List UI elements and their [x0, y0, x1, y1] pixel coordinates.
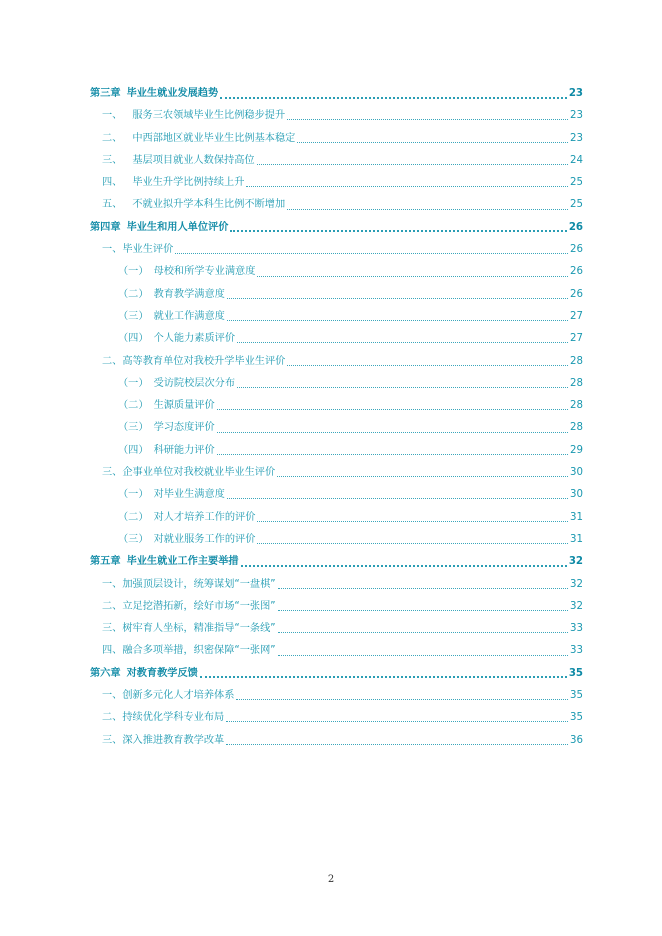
- toc-entry-title: 毕业生评价: [122, 244, 174, 256]
- dot-leader: [257, 275, 568, 277]
- toc-entry-number: （四）: [118, 333, 149, 345]
- toc-entry-number: 第六章: [90, 667, 121, 679]
- dot-leader: [217, 431, 568, 433]
- toc-entry-page: 26: [570, 244, 583, 256]
- toc-entry-page: 28: [570, 400, 583, 412]
- toc-entry-title: 毕业生就业发展趋势: [126, 88, 219, 99]
- toc-entry-title: 受访院校层次分布: [153, 377, 236, 389]
- toc-entry-title: 不就业拟升学本科生比例不断增加: [132, 199, 286, 211]
- toc-entry[interactable]: [90, 261, 583, 283]
- toc-entry[interactable]: [90, 373, 583, 395]
- toc-entry-number: 三、: [102, 154, 123, 166]
- toc-entry-number: 一、: [102, 578, 123, 590]
- dot-leader: [220, 96, 567, 99]
- dot-leader: [200, 675, 567, 678]
- toc-entry-page: 29: [570, 444, 583, 456]
- dot-leader: [277, 475, 568, 477]
- toc-entry-number: 一、: [102, 244, 123, 256]
- toc-entry-page: 32: [570, 578, 583, 590]
- dot-leader: [287, 364, 568, 366]
- toc-entry-title: 学习态度评价: [153, 422, 215, 434]
- toc-entry-number: 三、: [102, 734, 123, 746]
- toc-entry-page: 27: [570, 333, 583, 345]
- toc-entry[interactable]: [90, 328, 583, 350]
- dot-leader: [297, 141, 568, 143]
- dot-leader: [175, 252, 568, 254]
- toc-entry[interactable]: [90, 351, 583, 373]
- toc-entry-page: 35: [570, 690, 583, 702]
- toc-chapter-entry[interactable]: [90, 83, 583, 105]
- toc-entry[interactable]: [90, 150, 583, 172]
- toc-entry-number: 三、: [102, 467, 123, 479]
- toc-entry-number: 二、: [102, 355, 123, 367]
- page-number: 2: [327, 874, 335, 885]
- toc-entry[interactable]: [90, 417, 583, 439]
- toc-entry-number: （一）: [118, 377, 149, 389]
- toc-entry-title: 高等教育单位对我校升学毕业生评价: [122, 355, 286, 367]
- toc-entry-title: 个人能力素质评价: [153, 333, 236, 345]
- toc-entry-title: 对就业服务工作的评价: [153, 533, 256, 545]
- toc-entry-page: 26: [570, 288, 583, 300]
- toc-entry[interactable]: [90, 105, 583, 127]
- toc-entry[interactable]: [90, 284, 583, 306]
- toc-entry-number: （四）: [118, 444, 149, 456]
- toc-entry-page: 25: [570, 199, 583, 211]
- table-of-contents: [90, 83, 583, 752]
- toc-entry-title: 服务三农领域毕业生比例稳步提升: [132, 110, 286, 122]
- toc-chapter-entry[interactable]: [90, 663, 583, 685]
- toc-entry-title: 毕业生就业工作主要举措: [126, 556, 239, 568]
- toc-entry-title: 对人才培养工作的评价: [153, 511, 256, 523]
- toc-entry-number: （一）: [118, 489, 149, 501]
- toc-entry-number: （二）: [118, 400, 149, 412]
- toc-entry[interactable]: [90, 306, 583, 328]
- toc-entry-title: 深入推进教育教学改革: [122, 734, 225, 746]
- toc-entry[interactable]: [90, 395, 583, 417]
- dot-leader: [278, 631, 568, 633]
- toc-entry-number: （一）: [118, 266, 149, 278]
- toc-entry-number: （三）: [118, 422, 149, 434]
- toc-entry-number: 二、: [102, 712, 123, 724]
- dot-leader: [257, 542, 568, 544]
- toc-entry-number: 一、: [102, 690, 123, 702]
- toc-entry-number: 第三章: [90, 88, 121, 99]
- toc-entry-title: 母校和所学专业满意度: [153, 266, 256, 278]
- toc-entry[interactable]: [90, 596, 583, 618]
- dot-leader: [230, 229, 566, 232]
- toc-entry-title: 毕业生升学比例持续上升: [132, 177, 245, 189]
- toc-entry-title: 教育教学满意度: [153, 288, 225, 300]
- dot-leader: [227, 319, 568, 321]
- toc-entry-title: 融合多项举措，织密保障“一张网”: [122, 645, 276, 657]
- toc-entry-title: 对教育教学反馈: [126, 667, 198, 679]
- toc-entry-title: 生源质量评价: [153, 400, 215, 412]
- toc-entry[interactable]: [90, 640, 583, 662]
- toc-entry[interactable]: [90, 730, 583, 752]
- toc-entry-number: 一、: [102, 110, 123, 122]
- toc-entry-title: 创新多元化人才培养体系: [122, 690, 235, 702]
- toc-entry-number: （二）: [118, 511, 149, 523]
- toc-entry-number: （三）: [118, 533, 149, 545]
- dot-leader: [227, 297, 568, 299]
- toc-entry-title: 对毕业生满意度: [153, 489, 225, 501]
- dot-leader: [226, 743, 568, 745]
- dot-leader: [227, 497, 568, 499]
- toc-entry[interactable]: [90, 484, 583, 506]
- toc-entry-page: 28: [570, 377, 583, 389]
- toc-entry[interactable]: [90, 685, 583, 707]
- dot-leader: [217, 408, 568, 410]
- toc-entry-page: 33: [570, 645, 583, 657]
- toc-entry-page: 28: [570, 422, 583, 434]
- toc-entry-page: 30: [570, 467, 583, 479]
- toc-entry-title: 立足挖潜拓新，绘好市场“一张图”: [122, 600, 276, 612]
- toc-entry-page: 35: [568, 667, 583, 679]
- toc-entry-number: 二、: [102, 600, 123, 612]
- toc-entry-page: 23: [570, 110, 583, 122]
- dot-leader: [217, 453, 568, 455]
- toc-entry-page: 26: [570, 266, 583, 278]
- toc-entry-page: 35: [570, 712, 583, 724]
- toc-entry-title: 毕业生和用人单位评价: [126, 221, 229, 233]
- toc-entry-number: （二）: [118, 288, 149, 300]
- toc-entry[interactable]: [90, 172, 583, 194]
- toc-entry[interactable]: [90, 239, 583, 261]
- toc-entry-page: 32: [568, 556, 583, 568]
- toc-entry-number: 四、: [102, 645, 123, 657]
- dot-leader: [226, 720, 568, 722]
- toc-entry-number: 四、: [102, 177, 123, 189]
- toc-entry-page: 28: [570, 355, 583, 367]
- toc-entry-page: 26: [568, 221, 583, 233]
- toc-entry-title: 中西部地区就业毕业生比例基本稳定: [132, 132, 296, 144]
- toc-entry[interactable]: [90, 462, 583, 484]
- toc-entry-page: 33: [570, 623, 583, 635]
- toc-entry[interactable]: [90, 618, 583, 640]
- toc-entry-number: 第五章: [90, 556, 121, 568]
- toc-entry-number: （三）: [118, 310, 149, 322]
- toc-entry[interactable]: [90, 529, 583, 551]
- toc-chapter-entry[interactable]: [90, 217, 583, 239]
- toc-entry-title: 科研能力评价: [153, 444, 215, 456]
- dot-leader: [278, 609, 568, 611]
- dot-leader: [278, 654, 568, 656]
- dot-leader: [257, 163, 568, 165]
- toc-entry[interactable]: [90, 574, 583, 596]
- toc-entry[interactable]: [90, 707, 583, 729]
- toc-entry-page: 23: [568, 88, 583, 99]
- toc-entry-title: 基层项目就业人数保持高位: [132, 154, 255, 166]
- toc-entry-title: 就业工作满意度: [153, 310, 225, 322]
- dot-leader: [237, 386, 568, 388]
- dot-leader: [257, 520, 568, 522]
- toc-entry[interactable]: [90, 440, 583, 462]
- dot-leader: [241, 564, 567, 567]
- dot-leader: [287, 208, 568, 210]
- toc-entry-title: 加强顶层设计，统筹谋划“一盘棋”: [122, 578, 276, 590]
- toc-entry-page: 25: [570, 177, 583, 189]
- toc-entry-page: 24: [570, 154, 583, 166]
- toc-entry-title: 持续优化学科专业布局: [122, 712, 225, 724]
- toc-entry-page: 32: [570, 600, 583, 612]
- toc-entry[interactable]: [90, 507, 583, 529]
- toc-entry-page: 23: [570, 132, 583, 144]
- toc-entry[interactable]: [90, 194, 583, 216]
- toc-entry[interactable]: [90, 128, 583, 150]
- toc-entry-number: 五、: [102, 199, 123, 211]
- toc-entry-page: 31: [570, 511, 583, 523]
- toc-entry-page: 31: [570, 533, 583, 545]
- dot-leader: [236, 698, 568, 700]
- toc-chapter-entry[interactable]: [90, 551, 583, 573]
- dot-leader: [278, 587, 568, 589]
- toc-entry-number: 第四章: [90, 221, 121, 233]
- toc-entry-number: 三、: [102, 623, 123, 635]
- dot-leader: [237, 341, 568, 343]
- toc-entry-page: 36: [570, 734, 583, 746]
- toc-entry-title: 企事业单位对我校就业毕业生评价: [122, 467, 276, 479]
- toc-entry-number: 二、: [102, 132, 123, 144]
- toc-entry-page: 30: [570, 489, 583, 501]
- toc-entry-title: 树牢育人坐标，精准指导“一条线”: [122, 623, 276, 635]
- toc-entry-page: 27: [570, 310, 583, 322]
- dot-leader: [246, 185, 568, 187]
- dot-leader: [287, 118, 568, 120]
